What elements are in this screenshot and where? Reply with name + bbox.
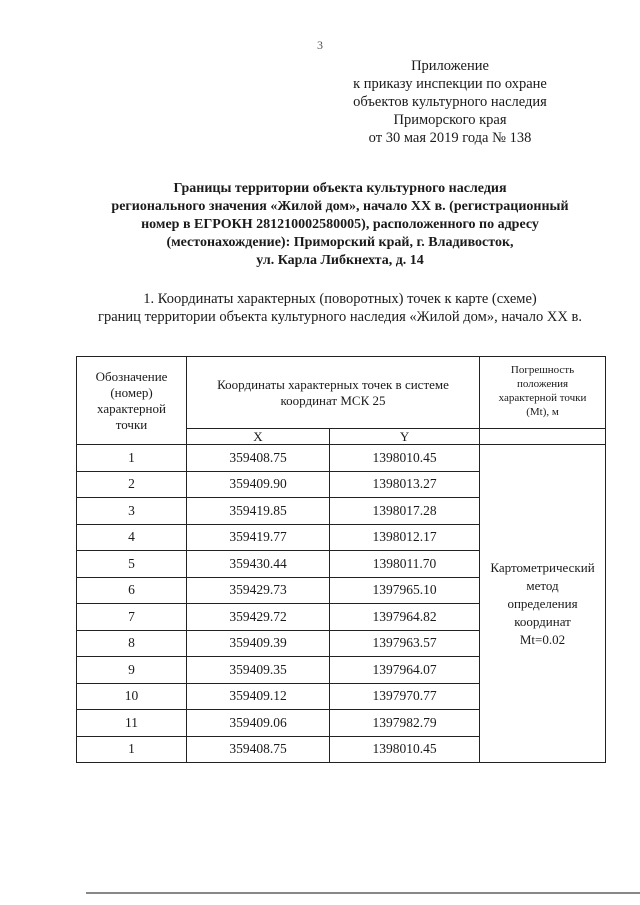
header-line: характерной точки — [498, 392, 587, 404]
header-error-empty — [480, 429, 606, 445]
coord-y: 1398011.70 — [330, 551, 480, 578]
header-line: Обозначение — [95, 368, 168, 384]
point-number: 4 — [77, 524, 187, 551]
appendix-block — [300, 57, 600, 147]
header-x: X — [187, 429, 330, 445]
header-line: характерной — [97, 400, 166, 416]
coord-x: 359409.06 — [187, 710, 330, 737]
coord-y: 1398013.27 — [330, 471, 480, 498]
header-designation — [77, 357, 187, 445]
header-line: Координаты характерных точек в системе — [217, 376, 449, 392]
title-line: ул. Карла Либкнехта, д. 14 — [256, 253, 424, 268]
coord-y: 1398017.28 — [330, 498, 480, 525]
section-heading — [40, 290, 640, 326]
coord-y: 1397964.07 — [330, 657, 480, 684]
coord-x: 359409.39 — [187, 630, 330, 657]
coord-y: 1397963.57 — [330, 630, 480, 657]
header-line: точки — [115, 416, 148, 432]
coord-y: 1398010.45 — [330, 445, 480, 472]
page-number: 3 — [317, 38, 323, 52]
method-line: определения — [507, 595, 578, 611]
coord-y: 1398012.17 — [330, 524, 480, 551]
coord-y: 1397970.77 — [330, 683, 480, 710]
coord-x: 359419.85 — [187, 498, 330, 525]
point-number: 5 — [77, 551, 187, 578]
header-line: координат МСК 25 — [280, 392, 386, 408]
document-title — [40, 180, 640, 270]
point-number: 9 — [77, 657, 187, 684]
point-number: 1 — [77, 736, 187, 763]
coord-y: 1397964.82 — [330, 604, 480, 631]
coord-x: 359408.75 — [187, 736, 330, 763]
coord-x: 359429.72 — [187, 604, 330, 631]
coord-x: 359429.73 — [187, 577, 330, 604]
table-row — [77, 445, 606, 472]
point-number: 1 — [77, 445, 187, 472]
header-coordinates — [187, 357, 480, 429]
header-line: положения — [516, 378, 569, 390]
section-line: 1. Координаты характерных (поворотных) точек к карте (схеме) — [143, 291, 537, 307]
header-error — [480, 357, 606, 429]
header-line: Погрешность — [510, 364, 575, 376]
header-y: Y — [330, 429, 480, 445]
appendix-line: от 30 мая 2019 года № 138 — [368, 130, 532, 146]
method-line: координат — [514, 613, 571, 629]
scan-edge-line — [86, 892, 640, 894]
method-line: Картометрический — [490, 559, 595, 575]
coord-y: 1397965.10 — [330, 577, 480, 604]
point-number: 3 — [77, 498, 187, 525]
title-line: номер в ЕГРОКН 281210002580005), расположенного по адресу — [141, 217, 539, 232]
coord-x: 359409.12 — [187, 683, 330, 710]
table-header-row — [77, 357, 606, 429]
appendix-line: Приложение — [411, 58, 489, 74]
method-line: Mt=0.02 — [519, 631, 566, 647]
point-number: 7 — [77, 604, 187, 631]
header-line: (номер) — [110, 384, 153, 400]
appendix-line: объектов культурного наследия — [353, 94, 547, 110]
coord-y: 1398010.45 — [330, 736, 480, 763]
title-line: регионального значения «Жилой дом», начало XX в. (регистрационный — [111, 199, 569, 214]
title-line: Границы территории объекта культурного наследия — [173, 181, 507, 196]
coord-x: 359409.35 — [187, 657, 330, 684]
title-line: (местонахождение): Приморский край, г. Владивосток, — [166, 235, 514, 250]
coord-x: 359430.44 — [187, 551, 330, 578]
method-line: метод — [526, 577, 559, 593]
coordinates-table — [76, 356, 606, 763]
point-number: 10 — [77, 683, 187, 710]
point-number: 11 — [77, 710, 187, 737]
point-number: 8 — [77, 630, 187, 657]
coord-x: 359409.90 — [187, 471, 330, 498]
appendix-line: к приказу инспекции по охране — [353, 76, 547, 92]
method-cell — [480, 445, 606, 763]
section-line: границ территории объекта культурного наследия «Жилой дом», начало XX в. — [98, 309, 582, 325]
point-number: 6 — [77, 577, 187, 604]
header-line: (Mt), м — [526, 406, 559, 418]
point-number: 2 — [77, 471, 187, 498]
coord-x: 359408.75 — [187, 445, 330, 472]
appendix-line: Приморского края — [393, 112, 507, 128]
coord-y: 1397982.79 — [330, 710, 480, 737]
coord-x: 359419.77 — [187, 524, 330, 551]
